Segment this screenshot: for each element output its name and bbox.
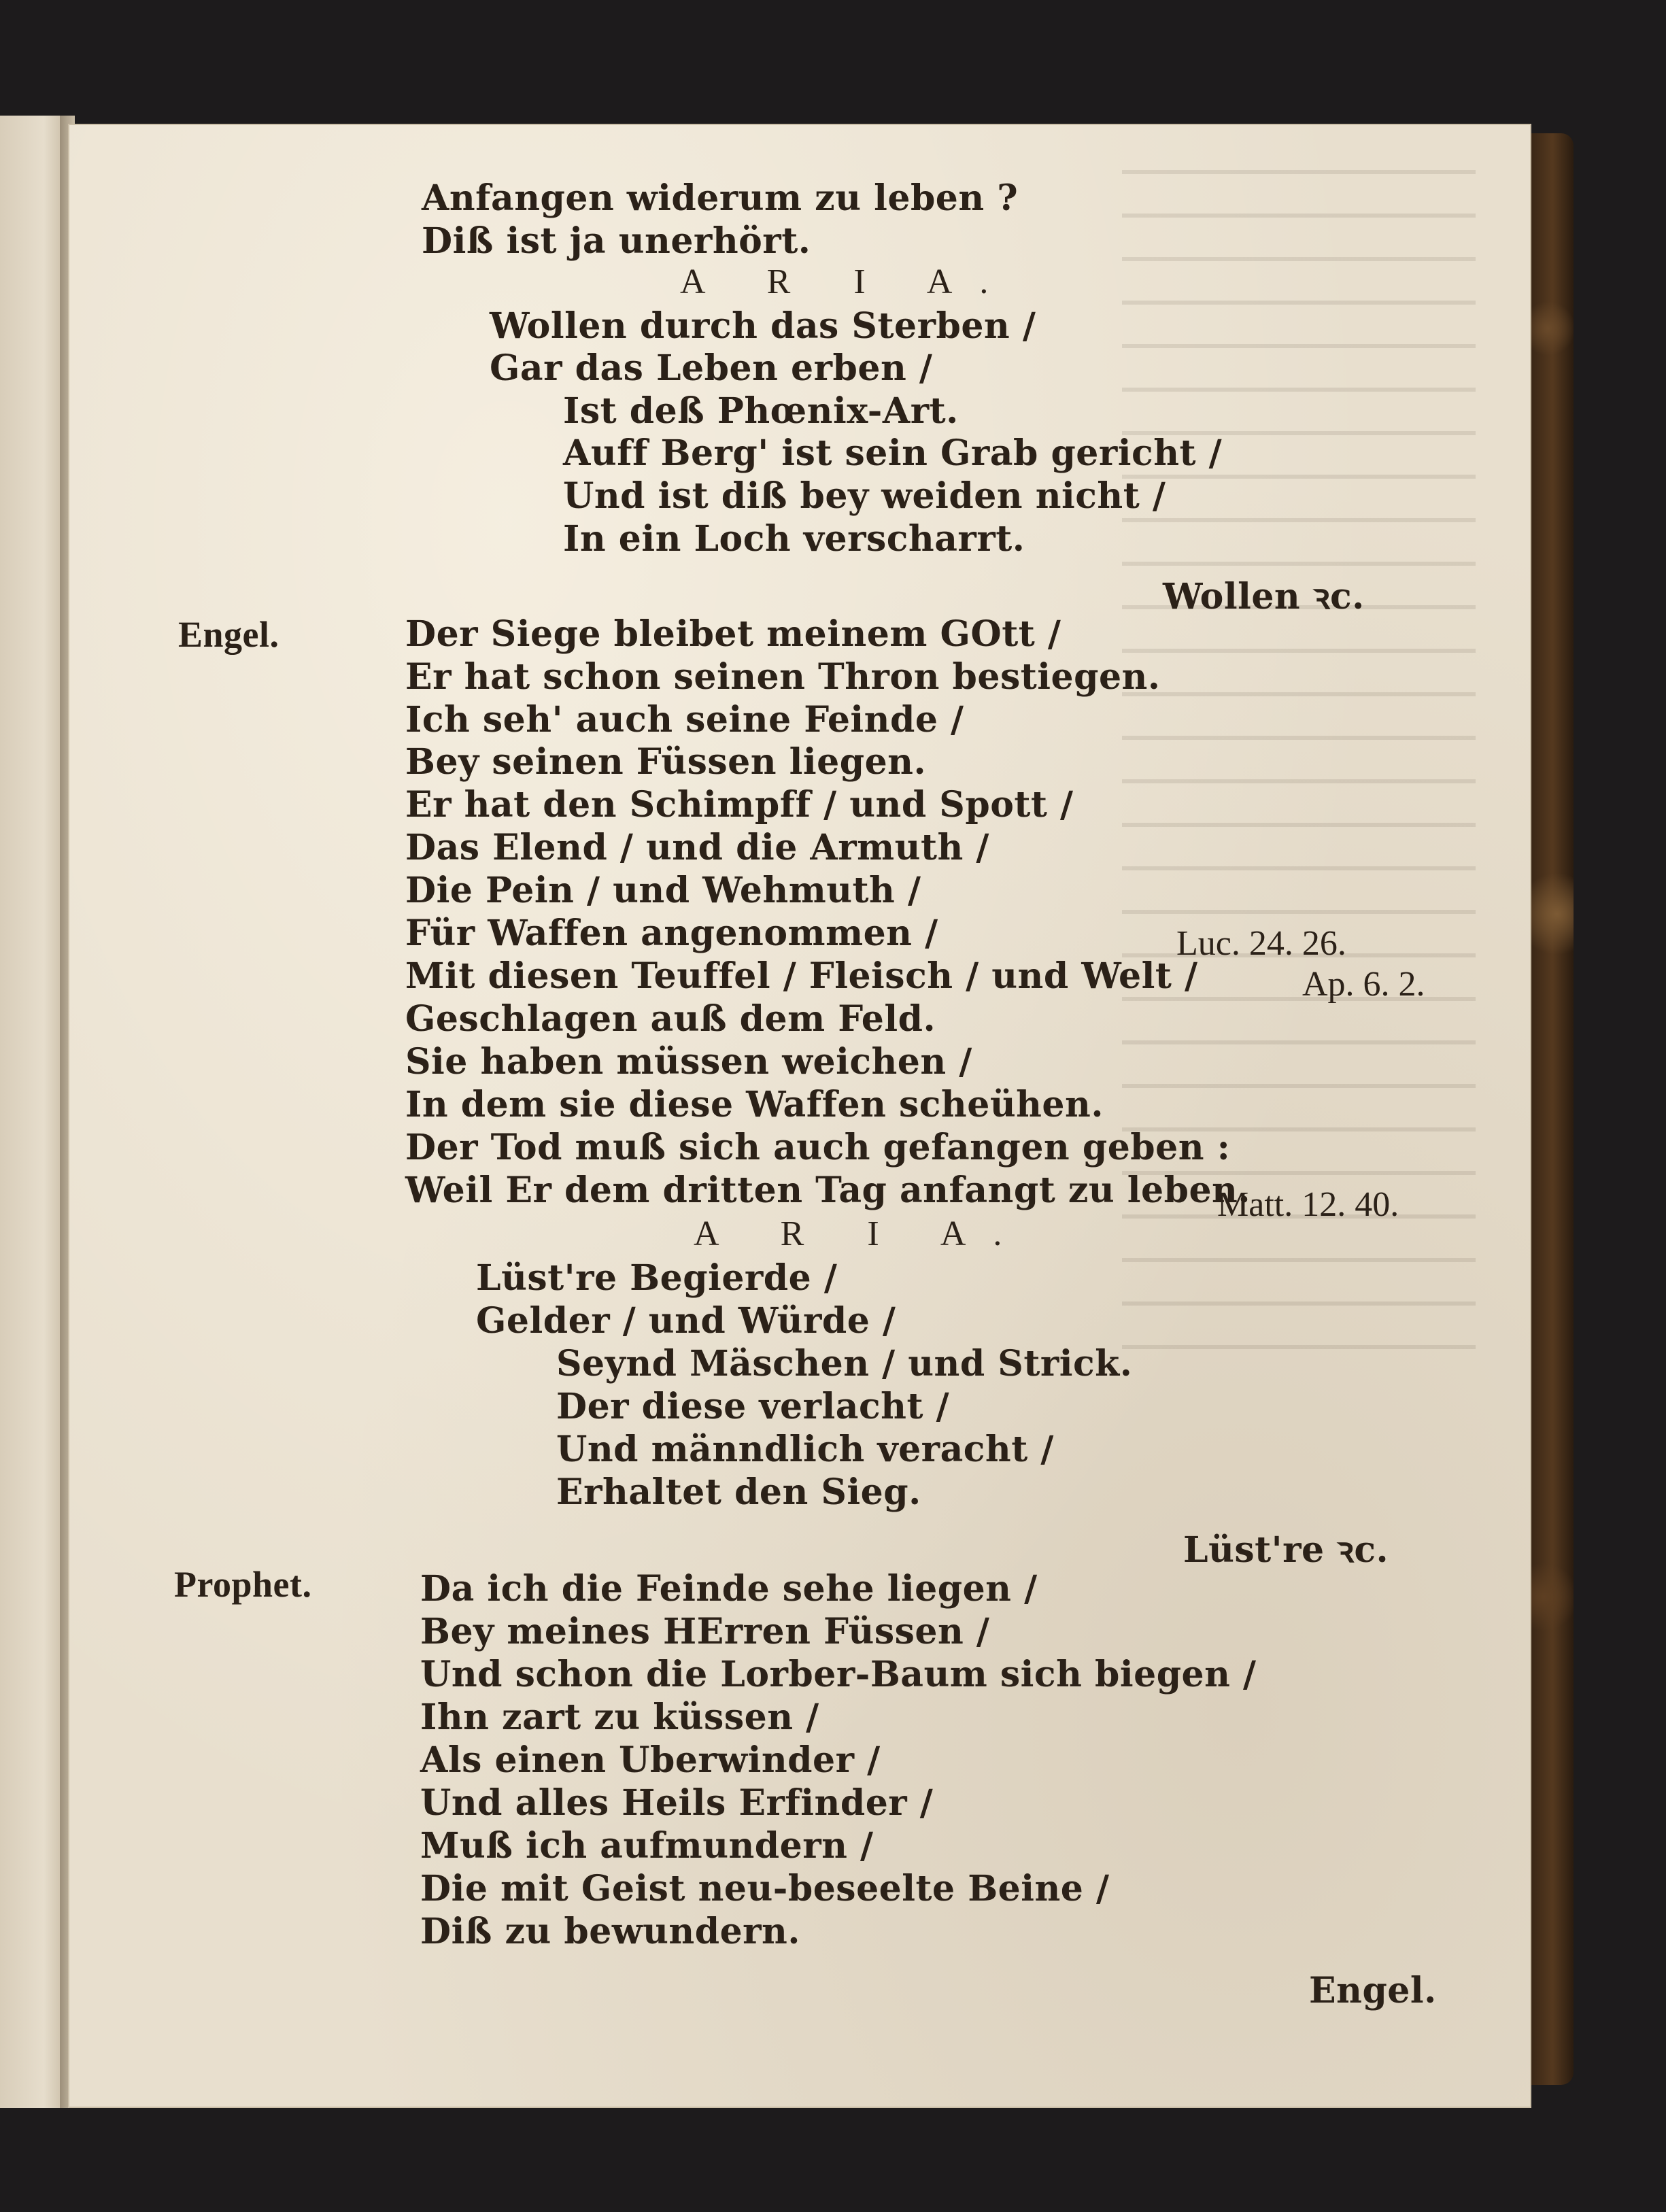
speaker-label: Prophet. [174,1564,312,1605]
text-line: Da ich die Feinde sehe liegen / [420,1568,1038,1610]
aria-line: Gelder / und Würde / [476,1300,896,1342]
text-line: Mit diesen Teuffel / Fleisch / und Welt / [405,955,1198,997]
aria-line: Erhaltet den Sieg. [556,1471,921,1513]
text-line: Diß ist ja unerhört. [422,220,811,262]
text-line: Ihn zart zu küssen / [420,1697,819,1738]
text-line: Er hat schon seinen Thron bestiegen. [405,656,1161,698]
leather-binding [1531,133,1574,2085]
text-line: In dem sie diese Waffen scheühen. [405,1084,1104,1125]
aria-refrain: Wollen ꝛc. [1163,576,1365,617]
aria-line: Ist deß Phœnix-Art. [563,390,959,432]
text-line: Und schon die Lorber-Baum sich biegen / [420,1654,1257,1695]
aria-line: Seynd Mäschen / und Strick. [556,1343,1133,1384]
aria-line: Gar das Leben erben / [490,347,933,389]
aria-line: Auff Berg' ist sein Grab gericht / [563,432,1223,474]
text-line: Bey seinen Füssen liegen. [405,741,927,783]
text-line: Der Siege bleibet meinem GOtt / [405,613,1061,655]
text-line: Weil Er dem dritten Tag anfangt zu leben. [405,1170,1251,1211]
aria-line: Der diese verlacht / [556,1386,950,1427]
text-line: Bey meines HErren Füssen / [420,1611,990,1652]
text-line: Muß ich aufmundern / [420,1825,874,1867]
text-line: Als einen Uberwinder / [420,1739,881,1781]
text-line: Er hat den Schimpff / und Spott / [405,784,1074,826]
margin-reference: Luc. 24. 26. [1176,924,1346,963]
aria-line: Und ist diß bey weiden nicht / [563,475,1166,517]
aria-heading: A R I A. [694,1214,1030,1253]
aria-heading: A R I A. [680,262,1016,301]
text-line: Sie haben müssen weichen / [405,1041,972,1083]
aria-line: Lüst're Begierde / [476,1257,838,1299]
text-line: Die Pein / und Wehmuth / [405,870,921,911]
text-line: Der Tod muß sich auch gefangen geben : [405,1127,1231,1168]
margin-reference: Ap. 6. 2. [1302,965,1425,1004]
aria-line: In ein Loch verscharrt. [563,518,1025,560]
margin-reference: Matt. 12. 40. [1217,1185,1399,1224]
text-line: Und alles Heils Erfinder / [420,1782,934,1824]
text-line: Die mit Geist neu-beseelte Beine / [420,1868,1110,1909]
text-line: Für Waffen angenommen / [405,913,938,954]
aria-line: Wollen durch das Sterben / [490,305,1036,347]
text-line: Anfangen widerum zu leben ? [422,177,1019,219]
text-line: Das Elend / und die Armuth / [405,827,989,868]
aria-line: Und männdlich veracht / [556,1429,1054,1470]
catchword: Engel. [1309,1970,1437,2011]
text-line: Geschlagen auß dem Feld. [405,998,936,1040]
text-line: Ich seh' auch seine Feinde / [405,699,964,741]
text-line: Diß zu bewundern. [420,1911,800,1952]
aria-refrain: Lüst're ꝛc. [1183,1529,1389,1571]
speaker-label: Engel. [178,614,279,655]
previous-page-edge [0,116,65,2108]
